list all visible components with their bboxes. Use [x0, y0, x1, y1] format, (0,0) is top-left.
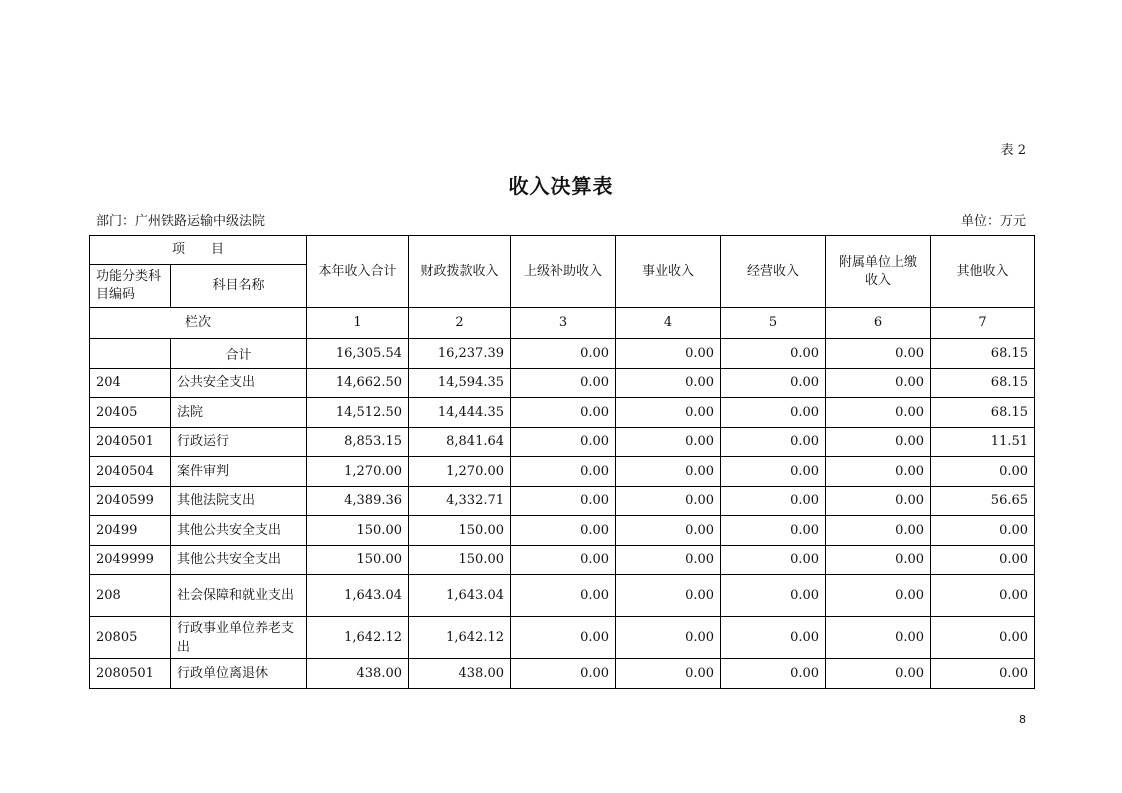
table-row — [90, 659, 1035, 689]
cell-other: 0.00 — [931, 545, 1035, 575]
cell-code: 20805 — [90, 617, 171, 659]
cell-fiscal: 4,332.71 — [409, 486, 511, 516]
cell-other: 56.65 — [931, 486, 1035, 516]
cell-business: 0.00 — [616, 617, 721, 659]
cell-name: 公共安全支出 — [171, 368, 307, 398]
table-row-total — [90, 339, 1035, 369]
cell-other: 0.00 — [931, 575, 1035, 617]
cell-affiliated: 0.00 — [826, 575, 931, 617]
cell-operating: 0.00 — [721, 427, 826, 457]
cell-affiliated: 0.00 — [826, 617, 931, 659]
table-row — [90, 486, 1035, 516]
cell-other: 0.00 — [931, 457, 1035, 487]
cell-code: 2040599 — [90, 486, 171, 516]
cell-total: 16,305.54 — [307, 339, 409, 369]
header-subject-name: 科目名称 — [171, 265, 307, 308]
header-other-income: 其他收入 — [931, 236, 1035, 308]
cell-affiliated: 0.00 — [826, 457, 931, 487]
cell-fiscal: 150.00 — [409, 545, 511, 575]
header-column-order: 栏次 — [90, 308, 307, 339]
cell-total: 1,270.00 — [307, 457, 409, 487]
cell-operating: 0.00 — [721, 516, 826, 546]
page-title: 收入决算表 — [508, 174, 614, 198]
cell-code: 20405 — [90, 398, 171, 428]
cell-affiliated: 0.00 — [826, 659, 931, 689]
cell-code: 20499 — [90, 516, 171, 546]
cell-business: 0.00 — [616, 486, 721, 516]
cell-total: 150.00 — [307, 545, 409, 575]
cell-operating: 0.00 — [721, 545, 826, 575]
cell-business: 0.00 — [616, 457, 721, 487]
header-business-income: 事业收入 — [616, 236, 721, 308]
cell-operating: 0.00 — [721, 575, 826, 617]
cell-other: 0.00 — [931, 659, 1035, 689]
cell-total: 150.00 — [307, 516, 409, 546]
cell-affiliated: 0.00 — [826, 545, 931, 575]
cell-code: 2040501 — [90, 427, 171, 457]
col-num: 5 — [721, 308, 826, 339]
cell-operating: 0.00 — [721, 659, 826, 689]
cell-affiliated: 0.00 — [826, 516, 931, 546]
cell-other: 11.51 — [931, 427, 1035, 457]
cell-business: 0.00 — [616, 545, 721, 575]
cell-other: 68.15 — [931, 398, 1035, 428]
cell-business: 0.00 — [616, 516, 721, 546]
cell-superior: 0.00 — [511, 486, 616, 516]
header-fiscal-income: 财政拨款收入 — [409, 236, 511, 308]
header-affiliated-income: 附属单位上缴收入 — [826, 236, 931, 308]
cell-total: 1,643.04 — [307, 575, 409, 617]
cell-total: 14,512.50 — [307, 398, 409, 428]
cell-name: 社会保障和就业支出 — [171, 575, 307, 617]
cell-superior: 0.00 — [511, 575, 616, 617]
cell-total: 438.00 — [307, 659, 409, 689]
cell-affiliated: 0.00 — [826, 398, 931, 428]
cell-total: 14,662.50 — [307, 368, 409, 398]
table-row — [90, 617, 1035, 659]
cell-name: 其他公共安全支出 — [171, 516, 307, 546]
cell-fiscal: 14,594.35 — [409, 368, 511, 398]
cell-operating: 0.00 — [721, 368, 826, 398]
col-num: 3 — [511, 308, 616, 339]
cell-other: 0.00 — [931, 516, 1035, 546]
cell-name: 案件审判 — [171, 457, 307, 487]
income-statement-table — [89, 235, 1035, 689]
cell-operating: 0.00 — [721, 339, 826, 369]
cell-code: 2049999 — [90, 545, 171, 575]
cell-code: 2080501 — [90, 659, 171, 689]
cell-fiscal: 8,841.64 — [409, 427, 511, 457]
col-num: 7 — [931, 308, 1035, 339]
header-function-code: 功能分类科目编码 — [90, 265, 171, 308]
cell-fiscal: 16,237.39 — [409, 339, 511, 369]
cell-affiliated: 0.00 — [826, 486, 931, 516]
cell-superior: 0.00 — [511, 457, 616, 487]
cell-name: 其他法院支出 — [171, 486, 307, 516]
cell-business: 0.00 — [616, 368, 721, 398]
cell-operating: 0.00 — [721, 486, 826, 516]
cell-superior: 0.00 — [511, 339, 616, 369]
cell-superior: 0.00 — [511, 368, 616, 398]
col-num: 1 — [307, 308, 409, 339]
cell-fiscal: 150.00 — [409, 516, 511, 546]
department-label: 部门：广州铁路运输中级法院 — [96, 214, 266, 229]
cell-superior: 0.00 — [511, 545, 616, 575]
cell-code: 208 — [90, 575, 171, 617]
cell-code: 2040504 — [90, 457, 171, 487]
cell-superior: 0.00 — [511, 427, 616, 457]
header-item: 项 目 — [90, 236, 307, 265]
cell-operating: 0.00 — [721, 457, 826, 487]
cell-name: 行政运行 — [171, 427, 307, 457]
table-row — [90, 427, 1035, 457]
table-row — [90, 457, 1035, 487]
cell-superior: 0.00 — [511, 516, 616, 546]
cell-name: 合计 — [171, 339, 307, 369]
cell-other: 68.15 — [931, 339, 1035, 369]
cell-affiliated: 0.00 — [826, 427, 931, 457]
cell-total: 4,389.36 — [307, 486, 409, 516]
col-num: 2 — [409, 308, 511, 339]
page-number: 8 — [1019, 713, 1026, 726]
cell-superior: 0.00 — [511, 617, 616, 659]
cell-other: 68.15 — [931, 368, 1035, 398]
cell-code — [90, 339, 171, 369]
cell-business: 0.00 — [616, 427, 721, 457]
table-number: 表 2 — [1000, 143, 1026, 158]
col-num: 4 — [616, 308, 721, 339]
cell-total: 1,642.12 — [307, 617, 409, 659]
cell-operating: 0.00 — [721, 617, 826, 659]
table-row — [90, 368, 1035, 398]
table-row — [90, 575, 1035, 617]
header-operating-income: 经营收入 — [721, 236, 826, 308]
cell-name: 行政单位离退休 — [171, 659, 307, 689]
cell-business: 0.00 — [616, 659, 721, 689]
cell-fiscal: 1,270.00 — [409, 457, 511, 487]
cell-superior: 0.00 — [511, 659, 616, 689]
header-superior-subsidy: 上级补助收入 — [511, 236, 616, 308]
cell-business: 0.00 — [616, 398, 721, 428]
col-num: 6 — [826, 308, 931, 339]
cell-business: 0.00 — [616, 339, 721, 369]
cell-name: 其他公共安全支出 — [171, 545, 307, 575]
cell-fiscal: 14,444.35 — [409, 398, 511, 428]
header-total-income: 本年收入合计 — [307, 236, 409, 308]
cell-affiliated: 0.00 — [826, 339, 931, 369]
cell-business: 0.00 — [616, 575, 721, 617]
cell-superior: 0.00 — [511, 398, 616, 428]
cell-other: 0.00 — [931, 617, 1035, 659]
cell-total: 8,853.15 — [307, 427, 409, 457]
cell-affiliated: 0.00 — [826, 368, 931, 398]
table-row — [90, 516, 1035, 546]
cell-fiscal: 1,642.12 — [409, 617, 511, 659]
cell-name: 行政事业单位养老支出 — [171, 617, 307, 659]
cell-name: 法院 — [171, 398, 307, 428]
cell-fiscal: 438.00 — [409, 659, 511, 689]
table-row — [90, 398, 1035, 428]
cell-code: 204 — [90, 368, 171, 398]
cell-operating: 0.00 — [721, 398, 826, 428]
table-row — [90, 545, 1035, 575]
cell-fiscal: 1,643.04 — [409, 575, 511, 617]
unit-label: 单位：万元 — [960, 214, 1026, 229]
